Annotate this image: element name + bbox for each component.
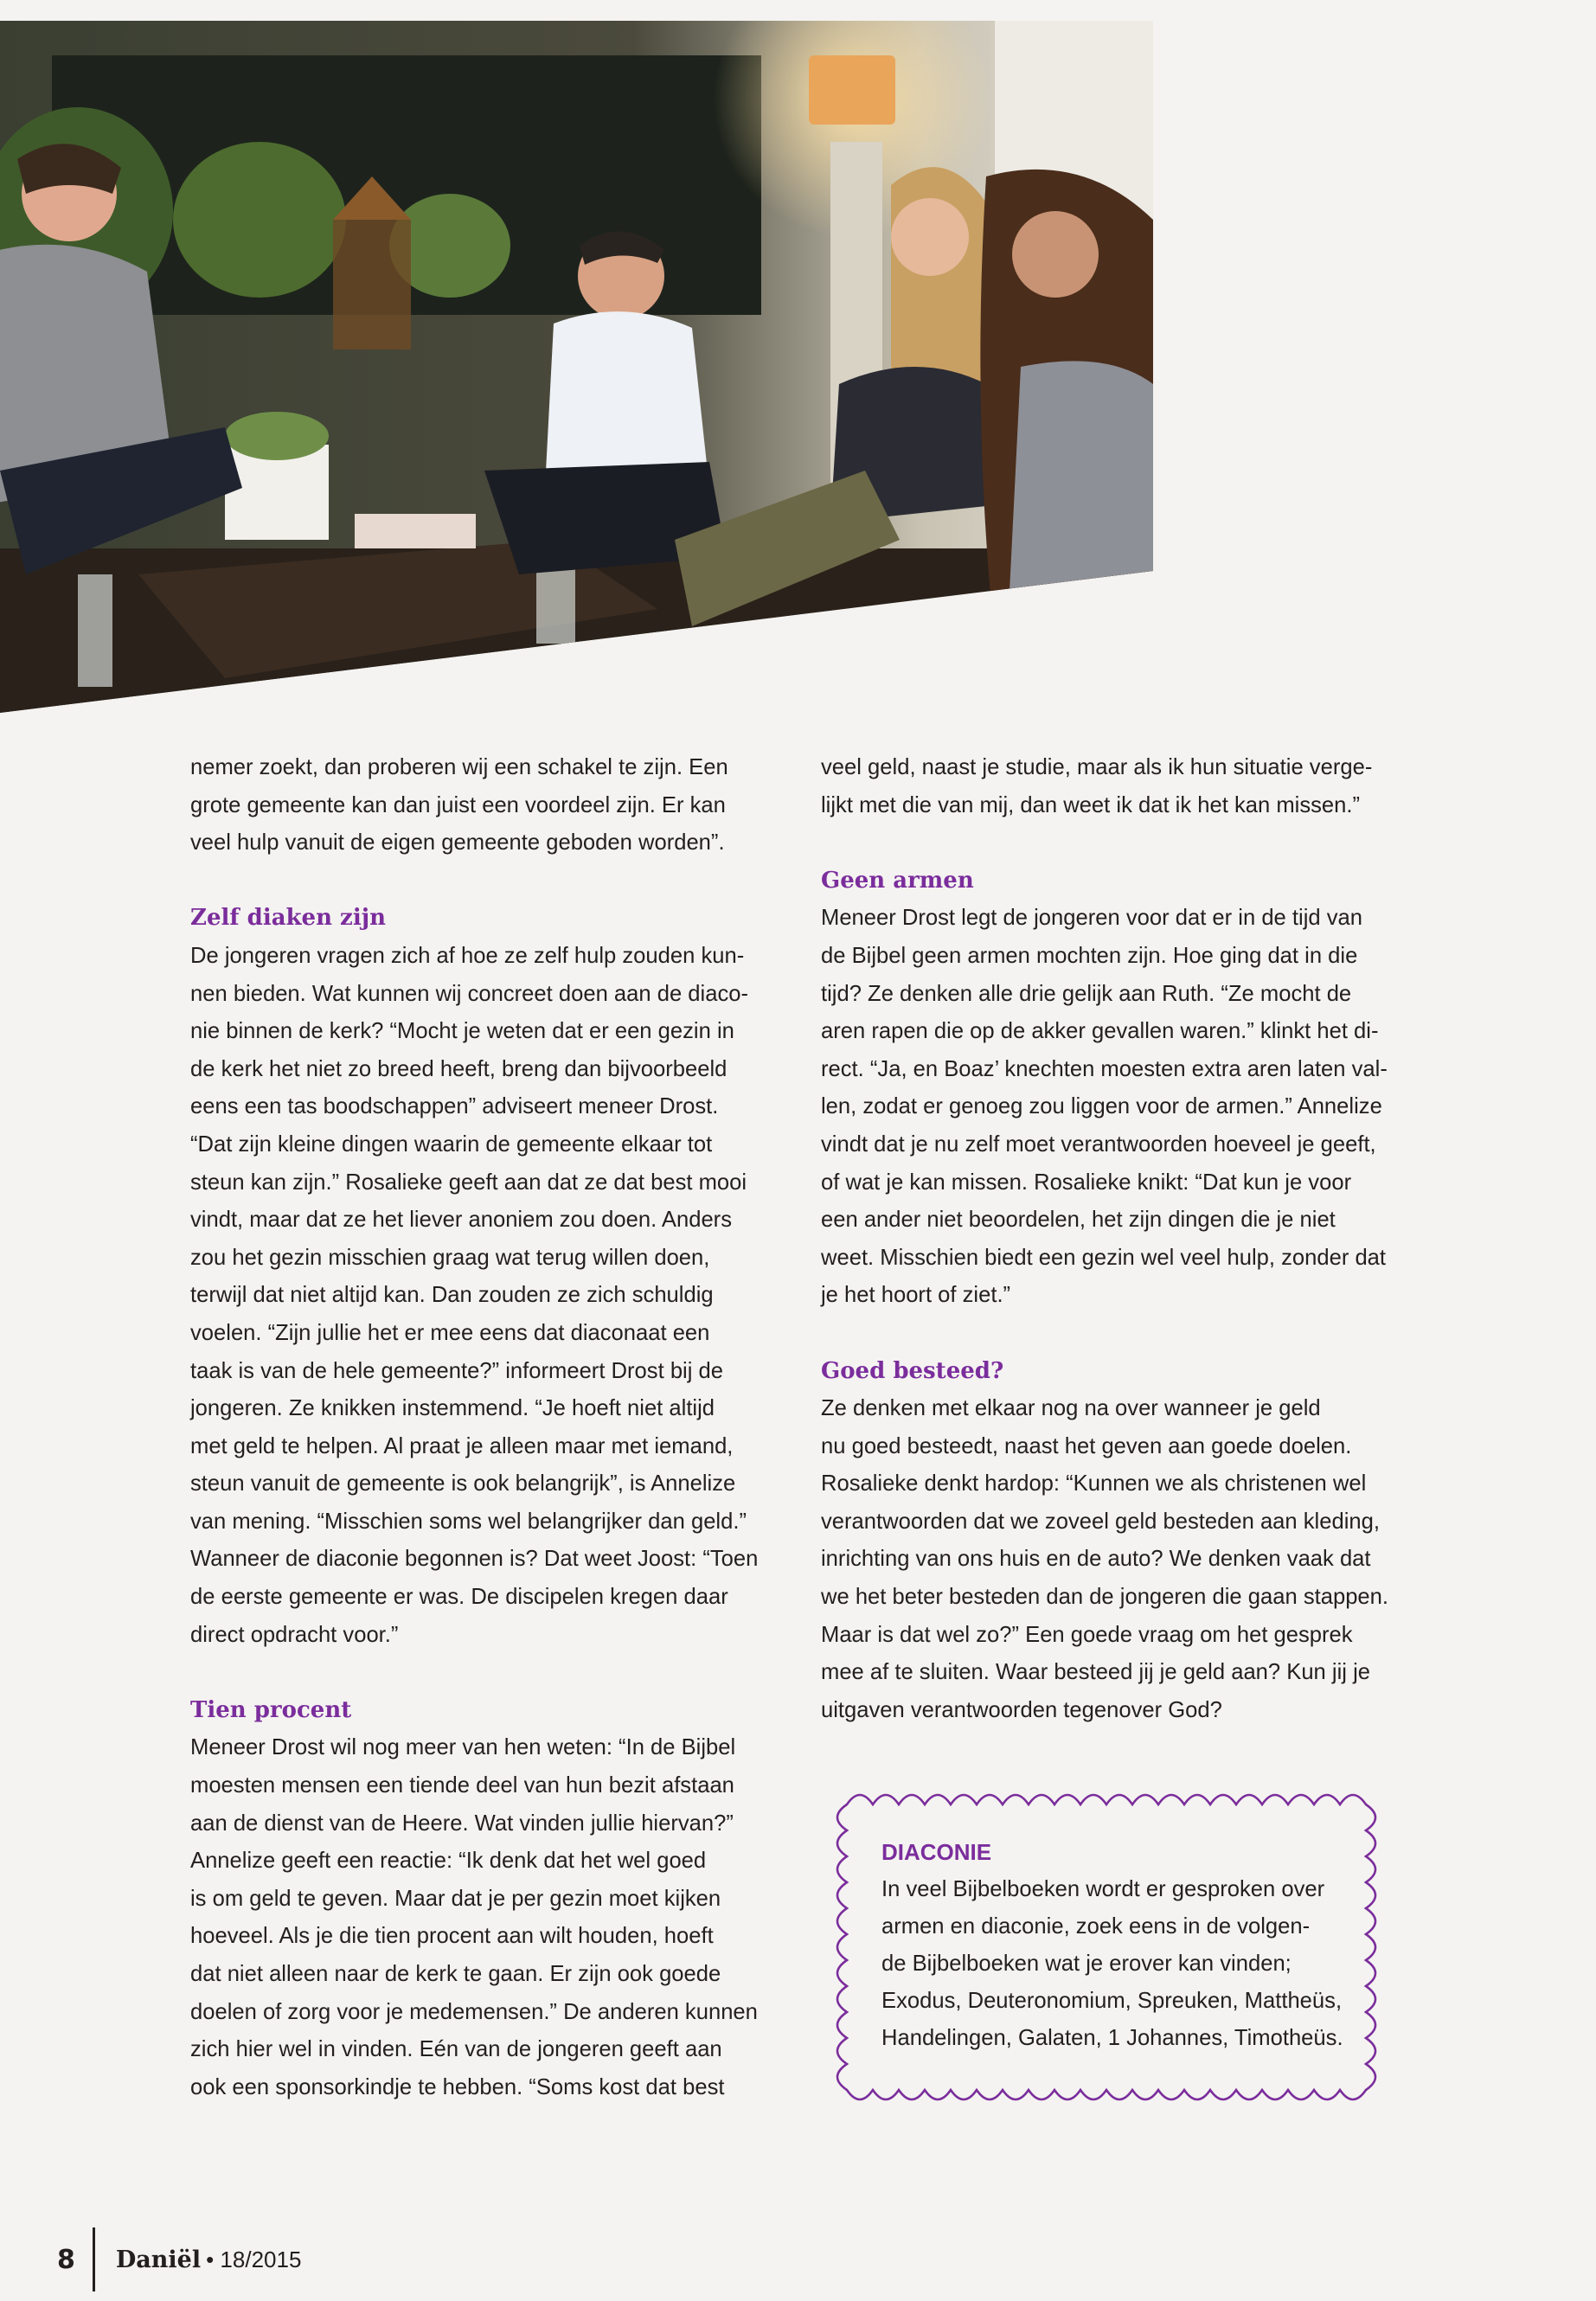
text-line: zou het gezin misschien graag wat terug willen doen, — [190, 1245, 710, 1270]
text-line: nemer zoekt, dan proberen wij een schakel te zijn. Een — [190, 755, 728, 779]
text-line: steun kan zijn.” Rosalieke geeft aan dat ze dat best mooi — [190, 1170, 747, 1195]
text-line: Meneer Drost wil nog meer van hen weten: “In de Bijbel — [190, 1735, 736, 1760]
section-heading-zelf-diaken: Zelf diaken zijn — [190, 905, 387, 932]
text-line: inrichting van ons huis en de auto? We denken vaak dat — [821, 1547, 1371, 1572]
text-line: hoeveel. Als je die tien procent aan wilt houden, hoeft — [190, 1924, 714, 1949]
text-line: uitgaven verantwoorden tegenover God? — [821, 1697, 1222, 1722]
text-line: nie binnen de kerk? “Mocht je weten dat er een gezin in — [190, 1019, 734, 1044]
text-line: moesten mensen een tiende deel van hun bezit afstaan — [190, 1773, 734, 1798]
text-line: een ander niet beoordelen, het zijn dingen die je niet — [821, 1208, 1336, 1233]
section-heading-geen-armen: Geen armen — [821, 867, 974, 894]
footer-divider — [93, 2227, 95, 2291]
text-line: direct opdracht voor.” — [190, 1622, 399, 1647]
left-column — [190, 749, 787, 2106]
text-line: Ze denken met elkaar nog na over wanneer je geld — [821, 1396, 1321, 1421]
text-line: voelen. “Zijn jullie het er mee eens dat diaconaat een — [190, 1320, 710, 1345]
text-line: aren rapen die op de akker gevallen waren.” klinkt het di- — [821, 1019, 1379, 1044]
right-column — [821, 749, 1418, 1729]
text-line: nen bieden. Wat kunnen wij concreet doen aan de diaco- — [190, 981, 749, 1006]
text-line: Rosalieke denkt hardop: “Kunnen we als christenen wel — [821, 1471, 1367, 1497]
text-line: lijkt met die van mij, dan weet ik dat ik het kan missen.” — [821, 792, 1361, 817]
text-line: “Dat zijn kleine dingen waarin de gemeente elkaar tot — [190, 1131, 713, 1157]
issue-number: • 18/2015 — [206, 2246, 302, 2272]
text-line: vindt dat je nu zelf moet verantwoorden hoeveel je geeft, — [821, 1131, 1376, 1157]
text-line: de Bijbel geen armen mochten zijn. Hoe ging dat in die — [821, 943, 1358, 968]
text-line: we het beter besteden dan de jongeren die gaan stappen. — [821, 1585, 1389, 1610]
text-line: de kerk het niet zo breed heeft, breng dan bijvoorbeeld — [190, 1056, 727, 1081]
text-line: mee af te sluiten. Waar besteed jij je geld aan? Kun jij je — [821, 1660, 1370, 1685]
text-line: De jongeren vragen zich af hoe ze zelf hulp zouden kun- — [190, 943, 745, 968]
text-line: ook een sponsorkindje te hebben. “Soms kost dat best — [190, 2074, 725, 2099]
text-line: nu goed besteedt, naast het geven aan goede doelen. — [821, 1433, 1352, 1458]
text-line: Handelingen, Galaten, 1 Johannes, Timotheüs. — [881, 2026, 1343, 2050]
text-line: of wat je kan missen. Rosalieke knikt: “Dat kun je voor — [821, 1170, 1352, 1195]
text-line: je het hoort of ziet.” — [821, 1283, 1011, 1308]
text-line: taak is van de hele gemeente?” informeert Drost bij de — [190, 1358, 723, 1383]
text-line: doelen of zorg voor je medemensen.” De anderen kunnen — [190, 1999, 758, 2024]
text-line: aan de dienst van de Heere. Wat vinden jullie hiervan?” — [190, 1811, 734, 1836]
text-line: Exodus, Deuteronomium, Spreuken, Mattheüs, — [881, 1989, 1343, 2013]
text-line: veel hulp vanuit de eigen gemeente geboden worden”. — [190, 830, 725, 856]
magazine-name: Daniël — [115, 2246, 202, 2273]
diaconie-title: DIACONIE — [881, 1839, 992, 1865]
text-line: grote gemeente kan dan juist een voordeel zijn. Er kan — [190, 792, 726, 817]
text-line: weet. Misschien biedt een gezin wel veel hulp, zonder dat — [821, 1245, 1387, 1270]
diaconie-box — [821, 1779, 1409, 2107]
text-line: met geld te helpen. Al praat je alleen maar met iemand, — [190, 1433, 734, 1458]
text-line: de eerste gemeente er was. De discipelen kregen daar — [190, 1585, 728, 1610]
text-line: rect. “Ja, en Boaz’ knechten moesten extra aren laten val- — [821, 1056, 1388, 1081]
text-line: armen en diaconie, zoek eens in de volgen- — [881, 1914, 1311, 1939]
page-number: 8 — [57, 2244, 75, 2275]
text-line: eens een tas boodschappen” adviseert meneer Drost. — [190, 1094, 719, 1119]
diaconie-content — [881, 1834, 1375, 2057]
text-line: steun vanuit de gemeente is ook belangrijk”, is Annelize — [190, 1471, 736, 1497]
article-photo — [0, 21, 1153, 713]
text-line: veel geld, naast je studie, maar als ik hun situatie verge- — [821, 755, 1373, 779]
text-line: tijd? Ze denken alle drie gelijk aan Ruth. “Ze mocht de — [821, 981, 1352, 1006]
text-line: dat niet alleen naar de kerk te gaan. Er zijn ook goede — [190, 1962, 721, 1986]
section-heading-tien-procent: Tien procent — [190, 1696, 352, 1723]
text-line: verantwoorden dat we zoveel geld besteden aan kleding, — [821, 1509, 1380, 1534]
photo-group-conversation-icon — [0, 21, 1153, 713]
text-line: van mening. “Misschien soms wel belangrijker dan geld.” — [190, 1509, 747, 1534]
text-line: zich hier wel in vinden. Eén van de jongeren geeft aan — [190, 2037, 722, 2062]
text-line: vindt, maar dat ze het liever anoniem zou doen. Anders — [190, 1208, 732, 1233]
text-line: Maar is dat wel zo?” Een goede vraag om het gesprek — [821, 1622, 1353, 1647]
text-line: In veel Bijbelboeken wordt er gesproken over — [881, 1877, 1325, 1901]
text-line: Meneer Drost legt de jongeren voor dat er in de tijd van — [821, 906, 1362, 931]
text-line: terwijl dat niet altijd kan. Dan zouden ze zich schuldig — [190, 1283, 714, 1308]
text-line: Wanneer de diaconie begonnen is? Dat weet Joost: “Toen — [190, 1547, 759, 1572]
text-line: len, zodat er genoeg zou liggen voor de armen.” Annelize — [821, 1094, 1382, 1119]
text-line: Annelize geeft een reactie: “Ik denk dat het wel goed — [190, 1849, 707, 1874]
text-line: jongeren. Ze knikken instemmend. “Je hoeft niet altijd — [190, 1396, 715, 1421]
section-heading-goed-besteed: Goed besteed? — [821, 1357, 1004, 1384]
page-footer — [57, 2232, 301, 2287]
text-line: de Bijbelboeken wat je erover kan vinden; — [881, 1952, 1292, 1976]
text-line: is om geld te geven. Maar dat je per gezin moet kijken — [190, 1886, 721, 1911]
